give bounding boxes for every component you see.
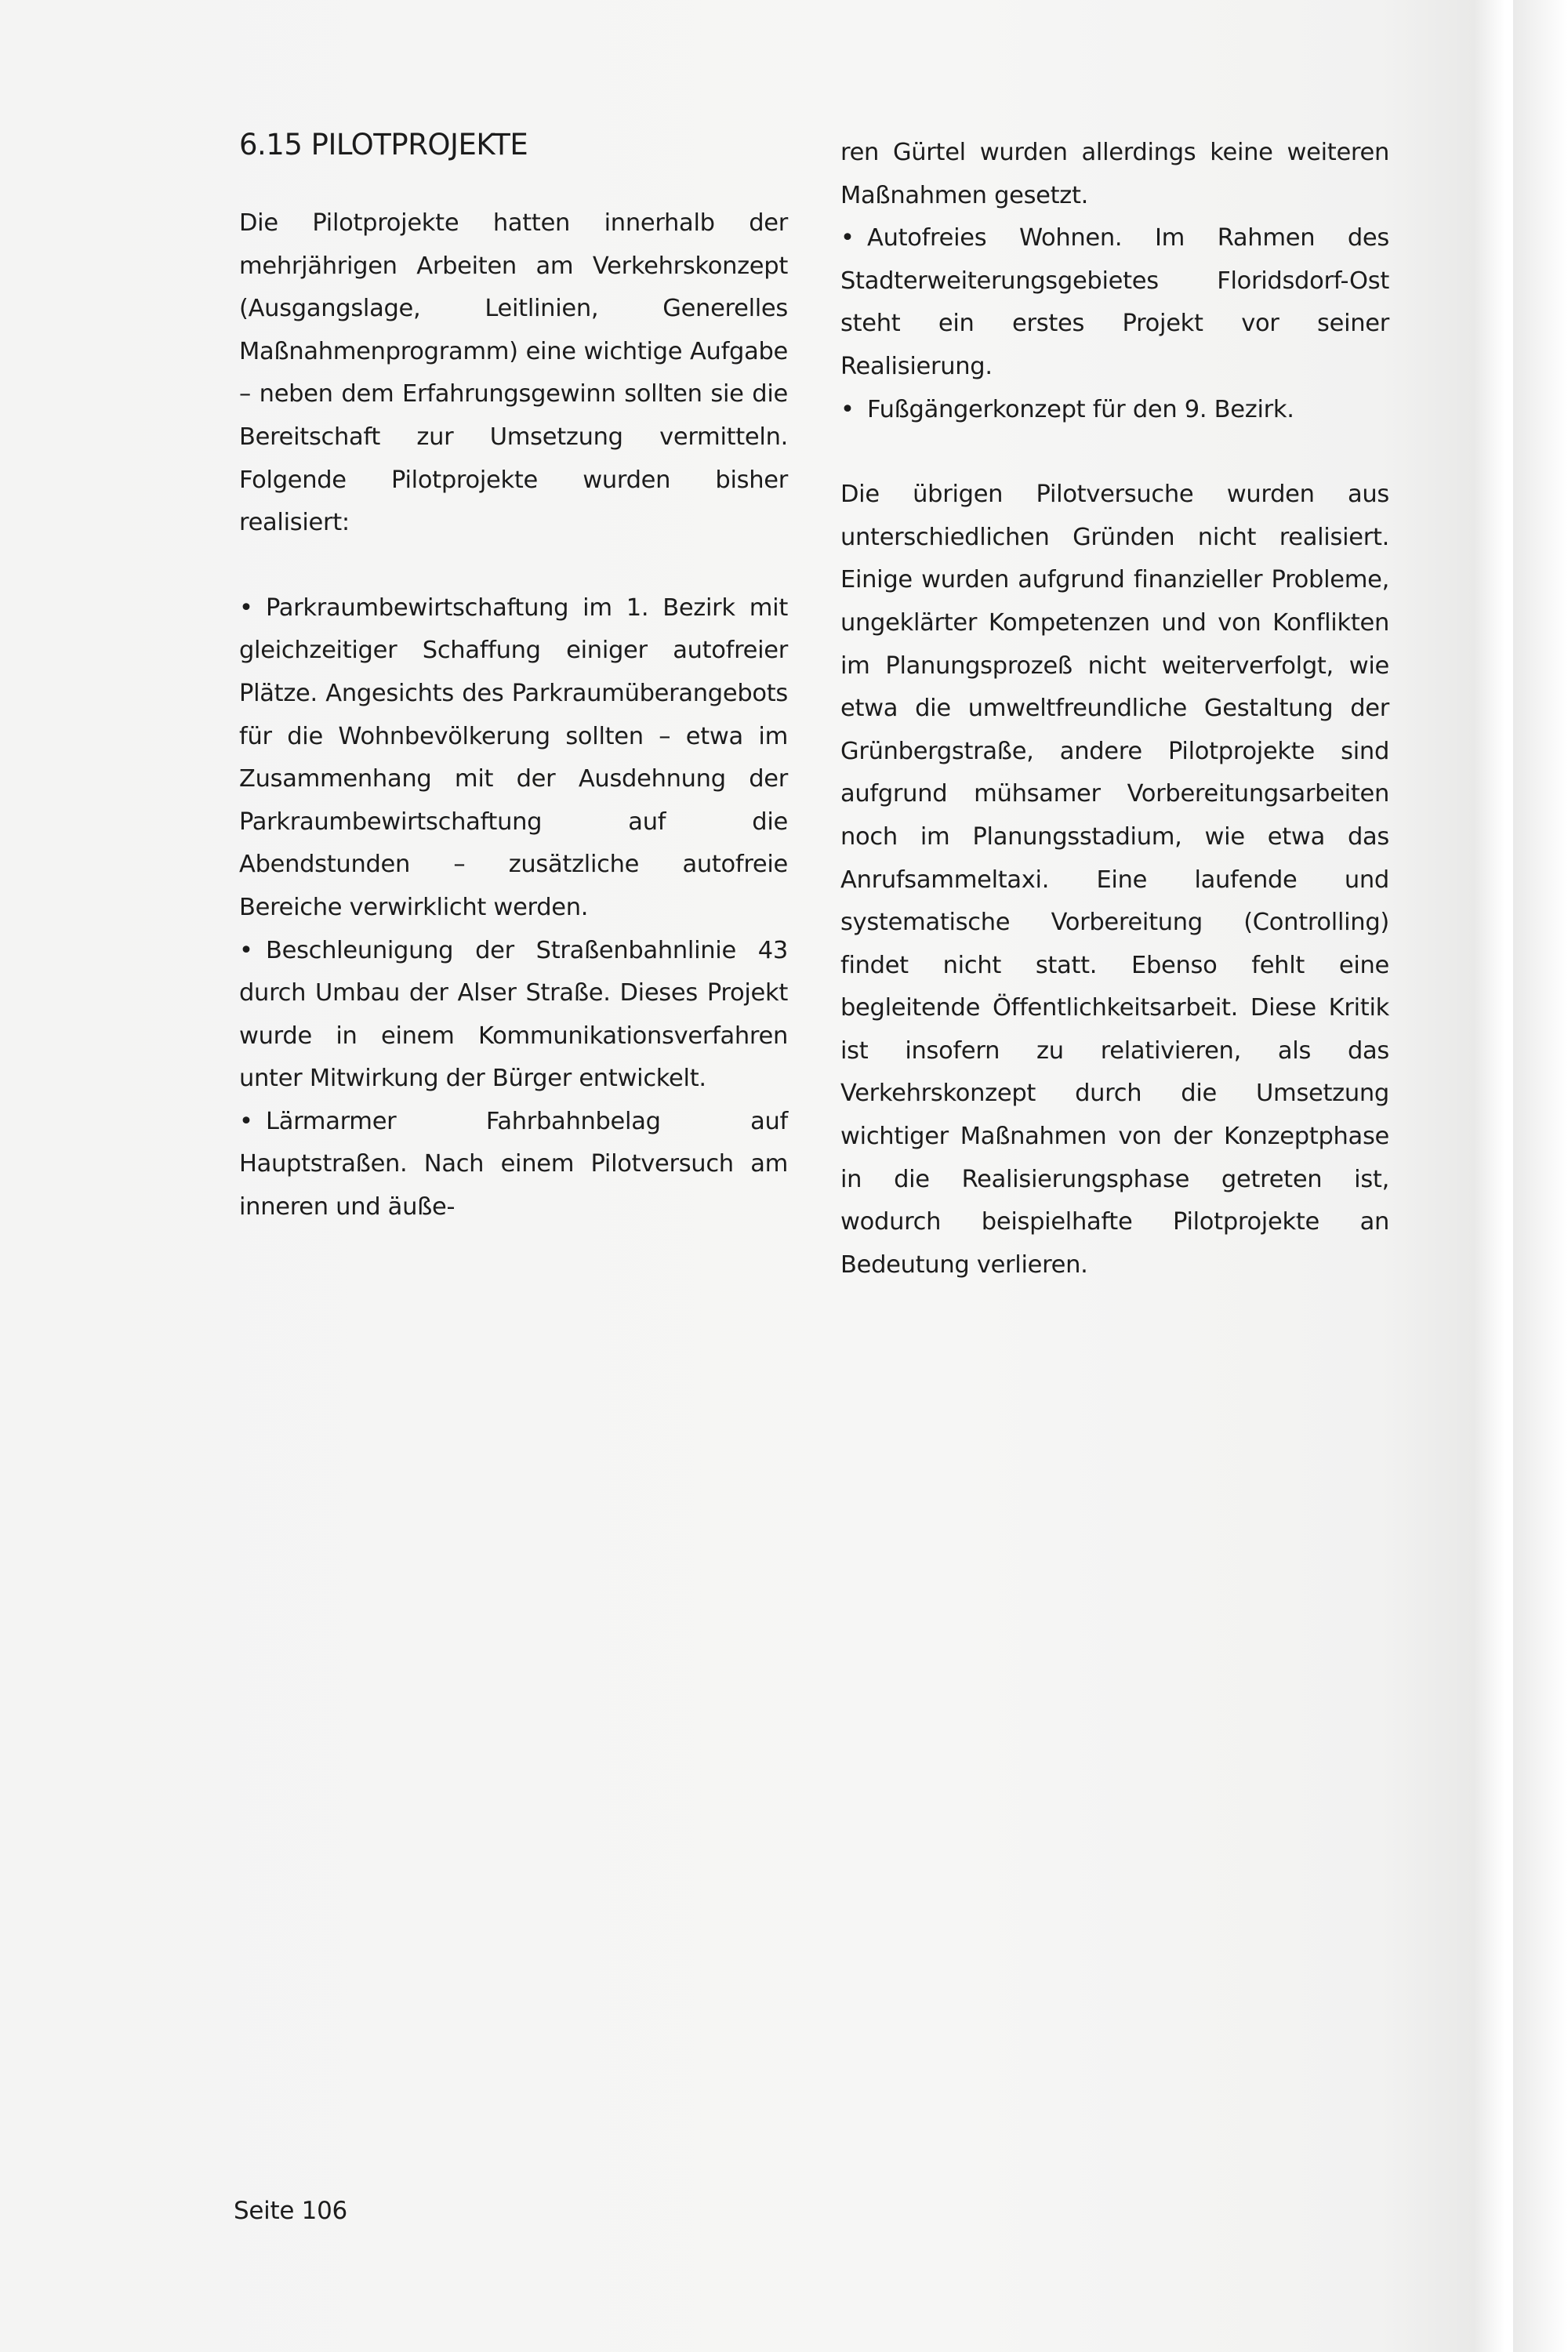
paragraph-gap — [840, 431, 1389, 474]
bullet-parking-management: • Parkraumbewirtschaftung im 1. Bezirk mit gleichzeitiger Schaffung einiger autofreier Plätze. Angesichts des Parkraumüberangebots für die Wohnbevölkerung sollten – etwa im Zusammenhang mit der Ausdehnung der Parkraumbewirtschaftung auf die Abendstunden – zusätzliche autofreie Bereiche verwirklicht werden. — [239, 587, 788, 930]
closing-paragraph: Die übrigen Pilotversuche wurden aus unterschiedlichen Gründen nicht realisiert. Einige wurden aufgrund finanzieller Probleme, ungeklärter Kompetenzen und von Konflikten im Planungsprozeß nicht weiterverfolgt, wie etwa die umweltfreundliche Gestaltung der Grünbergstraße, andere Pilotprojekte sind aufgrund mühsamer Vorbereitungsarbeiten noch im Planungsstadium, wie etwa das Anrufsammeltaxi. Eine laufende und systematische Vorbereitung (Controlling) findet nicht statt. Ebenso fehlt eine begleitende Öffentlichkeitsarbeit. Diese Kritik ist insofern zu relativieren, als das Verkehrskonzept durch die Umsetzung wichtiger Maßnahmen von der Konzeptphase in die Realisierungsphase getreten ist, wodurch beispielhafte Pilotprojekte an Bedeutung verlieren. — [840, 481, 1389, 1279]
show-through-texture — [259, 1333, 808, 2117]
page-number: Seite 106 — [234, 2197, 347, 2225]
continuation-paragraph: ren Gürtel wurden allerdings keine weiteren Maßnahmen gesetzt. — [840, 139, 1389, 209]
page-edge-shadow — [1513, 0, 1568, 2352]
section-heading: 6.15 PILOTPROJEKTE — [239, 128, 528, 162]
bullet-car-free-living: • Autofreies Wohnen. Im Rahmen des Stadterweiterungsgebietes Floridsdorf-Ost steht ein erstes Projekt vor seiner Realisierung. — [840, 217, 1389, 388]
bullet-tram-line-43: • Beschleunigung der Straßenbahnlinie 43 durch Umbau der Alser Straße. Dieses Projekt wurde in einem Kommunikationsverfahren unter Mitwirkung der Bürger entwickelt. — [239, 930, 788, 1101]
left-column — [239, 125, 788, 1229]
bullet-pedestrian-concept: • Fußgängerkonzept für den 9. Bezirk. — [840, 389, 1389, 432]
right-column — [840, 132, 1389, 1287]
paragraph-gap — [239, 545, 788, 587]
intro-paragraph: Die Pilotprojekte hatten innerhalb der mehrjährigen Arbeiten am Verkehrskonzept (Ausgangslage, Leitlinien, Generelles Maßnahmenprogramm) eine wichtige Aufgabe – neben dem Erfahrungsgewinn sollten sie die Bereitschaft zur Umsetzung vermitteln. Folgende Pilotprojekte wurden bisher realisiert: — [239, 209, 788, 537]
bullet-low-noise-pavement: • Lärmarmer Fahrbahnbelag auf Hauptstraßen. Nach einem Pilotversuch am inneren und äuße- — [239, 1101, 788, 1229]
